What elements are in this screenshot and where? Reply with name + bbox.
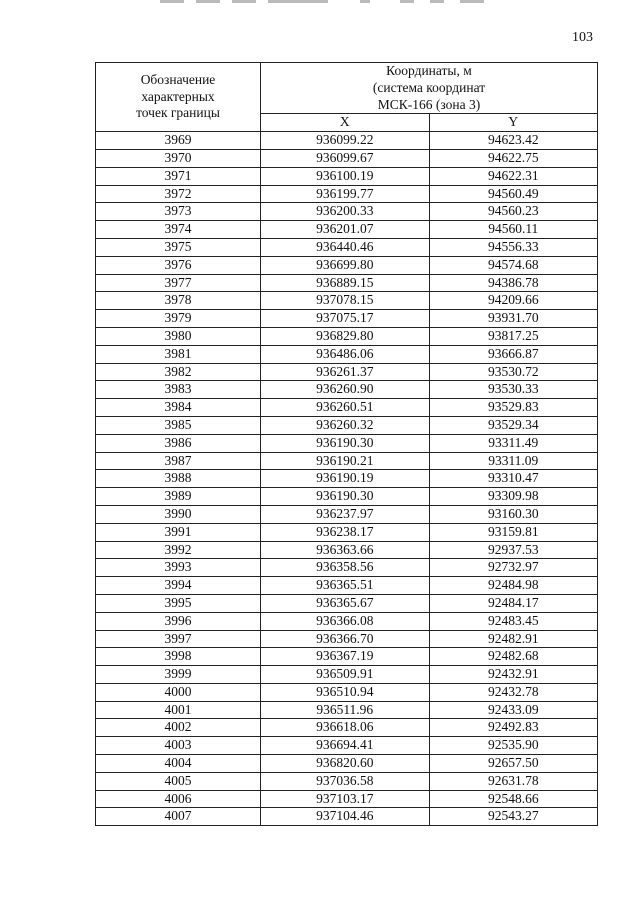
table-row [96,505,598,523]
table-row [96,416,598,434]
x-coordinate-cell: 936366.08 [261,612,430,630]
x-coordinate-cell: 936260.32 [261,416,430,434]
point-id-cell: 3997 [96,630,261,648]
point-label-header-line: Обозначение [140,71,216,87]
x-coordinate-cell: 937103.17 [261,790,430,808]
table-row [96,470,598,488]
point-id-cell: 3988 [96,470,261,488]
table-row [96,755,598,773]
table-row [96,683,598,701]
table-row [96,719,598,737]
y-coordinate-cell: 92484.98 [429,577,598,595]
y-coordinate-cell: 94574.68 [429,256,598,274]
x-coordinate-cell: 936260.90 [261,381,430,399]
table-row [96,327,598,345]
y-coordinate-cell: 94622.75 [429,149,598,167]
point-id-cell: 3973 [96,203,261,221]
table-body [96,132,598,826]
point-id-cell: 3970 [96,149,261,167]
y-coordinate-cell: 92483.45 [429,612,598,630]
point-id-cell: 3977 [96,274,261,292]
table-row [96,559,598,577]
point-id-cell: 4006 [96,790,261,808]
y-coordinate-cell: 94556.33 [429,238,598,256]
table-row [96,452,598,470]
y-coordinate-cell: 92937.53 [429,541,598,559]
table-row [96,701,598,719]
table-row [96,666,598,684]
point-id-cell: 3987 [96,452,261,470]
point-label-header-line: характерных [141,88,215,104]
x-coordinate-cell: 936694.41 [261,737,430,755]
table-row [96,594,598,612]
table-row [96,488,598,506]
table-row [96,523,598,541]
point-id-cell: 3986 [96,434,261,452]
x-coordinate-cell: 936486.06 [261,345,430,363]
x-coordinate-cell: 936199.77 [261,185,430,203]
x-coordinate-cell: 936190.21 [261,452,430,470]
x-coordinate-cell: 937104.46 [261,808,430,826]
x-coordinate-cell: 937078.15 [261,292,430,310]
x-coordinate-cell: 936510.94 [261,683,430,701]
point-id-cell: 3994 [96,577,261,595]
y-coordinate-cell: 93309.98 [429,488,598,506]
table-row [96,737,598,755]
table-row [96,772,598,790]
x-coordinate-cell: 936190.30 [261,488,430,506]
x-coordinate-cell: 936509.91 [261,666,430,684]
x-coordinate-cell: 936618.06 [261,719,430,737]
point-id-cell: 3983 [96,381,261,399]
point-id-cell: 3996 [96,612,261,630]
point-id-cell: 3982 [96,363,261,381]
x-coordinate-cell: 937036.58 [261,772,430,790]
point-id-cell: 3975 [96,238,261,256]
point-id-cell: 3976 [96,256,261,274]
point-id-cell: 3998 [96,648,261,666]
y-coordinate-cell: 94560.11 [429,221,598,239]
scan-artifact-marks [160,0,500,4]
table-row [96,577,598,595]
x-column-header: X [261,114,430,132]
table-row [96,345,598,363]
table-row [96,203,598,221]
point-id-cell: 3980 [96,327,261,345]
y-coordinate-cell: 92732.97 [429,559,598,577]
point-id-cell: 4002 [96,719,261,737]
x-coordinate-cell: 936190.30 [261,434,430,452]
table-row [96,310,598,328]
y-coordinate-cell: 94386.78 [429,274,598,292]
point-id-cell: 3971 [96,167,261,185]
y-coordinate-cell: 92657.50 [429,755,598,773]
y-coordinate-cell: 92492.83 [429,719,598,737]
table-row [96,167,598,185]
x-coordinate-cell: 936440.46 [261,238,430,256]
table-row [96,149,598,167]
point-id-cell: 3972 [96,185,261,203]
table-row [96,221,598,239]
x-coordinate-cell: 936511.96 [261,701,430,719]
table-row [96,292,598,310]
y-coordinate-cell: 94209.66 [429,292,598,310]
table-row [96,541,598,559]
coordinates-group-header [261,63,598,114]
page-number: 103 [572,30,593,45]
point-id-cell: 4007 [96,808,261,826]
y-coordinate-cell: 93311.09 [429,452,598,470]
x-coordinate-cell: 936363.66 [261,541,430,559]
y-coordinate-cell: 93529.83 [429,399,598,417]
point-id-cell: 3990 [96,505,261,523]
y-coordinate-cell: 92433.09 [429,701,598,719]
point-label-header-line: точек границы [136,105,220,121]
y-coordinate-cell: 93530.72 [429,363,598,381]
point-id-cell: 4000 [96,683,261,701]
x-coordinate-cell: 936366.70 [261,630,430,648]
x-coordinate-cell: 936200.33 [261,203,430,221]
y-coordinate-cell: 92432.78 [429,683,598,701]
point-id-cell: 3984 [96,399,261,417]
point-id-cell: 3978 [96,292,261,310]
x-coordinate-cell: 936201.07 [261,221,430,239]
table-row [96,648,598,666]
point-id-cell: 3969 [96,132,261,150]
x-coordinate-cell: 936365.67 [261,594,430,612]
y-coordinate-cell: 93310.47 [429,470,598,488]
y-coordinate-cell: 93666.87 [429,345,598,363]
x-coordinate-cell: 936367.19 [261,648,430,666]
y-coordinate-cell: 93931.70 [429,310,598,328]
y-coordinate-cell: 93530.33 [429,381,598,399]
table-row [96,274,598,292]
x-coordinate-cell: 936365.51 [261,577,430,595]
table-row [96,132,598,150]
y-coordinate-cell: 92535.90 [429,737,598,755]
point-id-cell: 3985 [96,416,261,434]
coordinates-header-line: МСК-166 (зона 3) [377,96,481,112]
x-coordinate-cell: 936889.15 [261,274,430,292]
x-coordinate-cell: 937075.17 [261,310,430,328]
point-id-cell: 3981 [96,345,261,363]
table-header-row [96,63,598,114]
y-coordinate-cell: 93529.34 [429,416,598,434]
x-coordinate-cell: 936699.80 [261,256,430,274]
y-coordinate-cell: 92631.78 [429,772,598,790]
table-row [96,399,598,417]
coordinates-header-line: (система координат [372,79,486,95]
coordinates-table [95,62,598,826]
point-id-cell: 3999 [96,666,261,684]
table-row [96,238,598,256]
point-id-cell: 3995 [96,594,261,612]
y-coordinate-cell: 93817.25 [429,327,598,345]
table-row [96,363,598,381]
table-row [96,808,598,826]
table-row [96,612,598,630]
table-row [96,434,598,452]
y-column-header: Y [429,114,598,132]
y-coordinate-cell: 92482.91 [429,630,598,648]
x-coordinate-cell: 936237.97 [261,505,430,523]
x-coordinate-cell: 936829.80 [261,327,430,345]
point-id-cell: 3989 [96,488,261,506]
table-row [96,790,598,808]
point-id-cell: 4004 [96,755,261,773]
y-coordinate-cell: 92432.91 [429,666,598,684]
y-coordinate-cell: 93160.30 [429,505,598,523]
y-coordinate-cell: 94560.49 [429,185,598,203]
point-id-cell: 4005 [96,772,261,790]
table-row [96,256,598,274]
x-coordinate-cell: 936260.51 [261,399,430,417]
x-coordinate-cell: 936190.19 [261,470,430,488]
y-coordinate-cell: 93311.49 [429,434,598,452]
coordinates-header-line: Координаты, м [386,63,472,78]
table-row [96,185,598,203]
x-coordinate-cell: 936820.60 [261,755,430,773]
y-coordinate-cell: 92484.17 [429,594,598,612]
point-label-header [96,63,261,132]
y-coordinate-cell: 94622.31 [429,167,598,185]
y-coordinate-cell: 94560.23 [429,203,598,221]
y-coordinate-cell: 92482.68 [429,648,598,666]
x-coordinate-cell: 936261.37 [261,363,430,381]
y-coordinate-cell: 94623.42 [429,132,598,150]
x-coordinate-cell: 936100.19 [261,167,430,185]
point-id-cell: 3992 [96,541,261,559]
x-coordinate-cell: 936099.67 [261,149,430,167]
x-coordinate-cell: 936238.17 [261,523,430,541]
point-id-cell: 3991 [96,523,261,541]
x-coordinate-cell: 936358.56 [261,559,430,577]
point-id-cell: 4001 [96,701,261,719]
y-coordinate-cell: 93159.81 [429,523,598,541]
x-coordinate-cell: 936099.22 [261,132,430,150]
point-id-cell: 4003 [96,737,261,755]
table-row [96,381,598,399]
point-id-cell: 3974 [96,221,261,239]
y-coordinate-cell: 92548.66 [429,790,598,808]
point-id-cell: 3979 [96,310,261,328]
point-id-cell: 3993 [96,559,261,577]
y-coordinate-cell: 92543.27 [429,808,598,826]
table-row [96,630,598,648]
